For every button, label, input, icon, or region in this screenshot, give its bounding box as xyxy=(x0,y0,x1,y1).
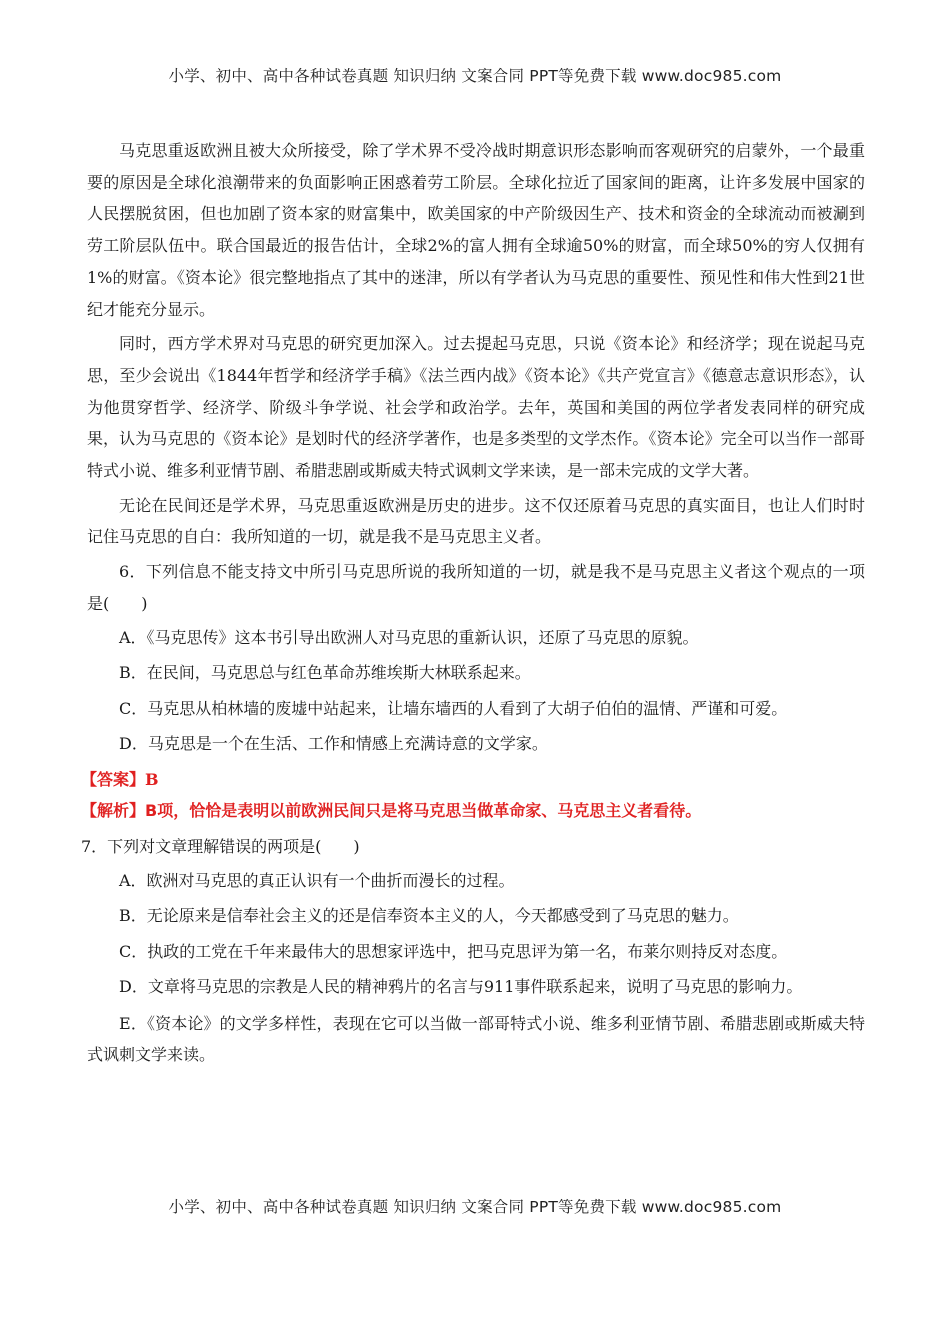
q7-option-d: D．文章将马克思的宗教是人民的精神鸦片的名言与911事件联系起来，说明了马克思的影响力。 xyxy=(119,977,803,997)
paragraph-1: 马克思重返欧洲且被大众所接受，除了学术界不受冷战时期意识形态影响而客观研究的启蒙外，一个最重要的原因是全球化浪潮带来的负面影响正困惑着劳工阶层。全球化拉近了国家间的距离，让许多发展中国家的人民摆脱贫困，但也加剧了资本家的财富集中，欧美国家的中产阶级因生产、技术和资金的全球流动而被涮到劳工阶层队伍中。联合国最近的报告估计，全球2%的富人拥有全球逾50%的财富，而全球50%的穷人仅拥有1%的财富。《资本论》很完整地指点了其中的迷津，所以有学者认为马克思的重要性、预见性和伟大性到21世纪才能充分显示。 xyxy=(87,141,865,319)
q7-option-c: C．执政的工党在千年来最伟大的思想家评选中，把马克思评为第一名，布莱尔则持反对态度。 xyxy=(119,941,788,961)
article-body xyxy=(81,135,865,1071)
q6-option-c: C．马克思从柏林墙的废墟中站起来，让墙东墙西的人看到了大胡子伯伯的温情、严谨和可爱。 xyxy=(119,698,788,718)
q6-option-a: A．《马克思传》这本书引导出欧洲人对马克思的重新认识，还原了马克思的原貌。 xyxy=(119,627,699,647)
q6-analysis xyxy=(81,795,865,827)
footer-banner: 小学、初中、高中各种试卷真题 知识归纳 文案合同 PPT等免费下载 www.doc985.com xyxy=(168,1198,782,1216)
q6-option-d: D．马克思是一个在生活、工作和情感上充满诗意的文学家。 xyxy=(119,734,548,754)
analysis-label: 【解析】 xyxy=(81,801,146,821)
question-6-stem: 6．下列信息不能支持文中所引马克思所说的我所知道的一切，就是我不是马克思主义者这个观点的一项是( ) xyxy=(87,562,865,613)
analysis-value: B项，恰恰是表明以前欧洲民间只是将马克思当做革命家、马克思主义者看待。 xyxy=(145,801,702,821)
q7-option-e: E．《资本论》的文学多样性，表现在它可以当做一部哥特式小说、维多利亚情节剧、希腊悲剧或斯威夫特式讽刺文学来读。 xyxy=(87,1013,865,1065)
answer-label: 【答案】 xyxy=(81,769,146,789)
answer-value: B xyxy=(145,769,159,789)
paragraph-3: 无论在民间还是学术界，马克思重返欧洲是历史的进步。这不仅还原着马克思的真实面目，也让人们时时记住马克思的自白：我所知道的一切，就是我不是马克思主义者。 xyxy=(87,495,865,547)
paragraph-2: 同时，西方学术界对马克思的研究更加深入。过去提起马克思，只说《资本论》和经济学；现在说起马克思，至少会说出《1844年哲学和经济学手稿》《法兰西内战》《资本论》《共产党宣言》《德意志意识形态》，认为他贯穿哲学、经济学、阶级斗争学说、社会学和政治学。去年，英国和美国的两位学者发表同样的研究成果，认为马克思的《资本论》是划时代的经济学著作，也是多类型的文学杰作。《资本论》完全可以当作一部哥特式小说、维多利亚情节剧、希腊悲剧或斯威夫特式讽刺文学来读，是一部未完成的文学大著。 xyxy=(87,334,865,481)
question-7-stem: 7．下列对文章理解错误的两项是( ) xyxy=(81,836,360,856)
q6-option-b: B．在民间，马克思总与红色革命苏维埃斯大林联系起来。 xyxy=(119,663,531,683)
q6-answer xyxy=(81,764,865,796)
q7-option-b: B．无论原来是信奉社会主义的还是信奉资本主义的人，今天都感受到了马克思的魅力。 xyxy=(119,906,739,926)
header-banner: 小学、初中、高中各种试卷真题 知识归纳 文案合同 PPT等免费下载 www.doc985.com xyxy=(168,67,782,85)
q7-option-a: A．欧洲对马克思的真正认识有一个曲折而漫长的过程。 xyxy=(119,870,515,890)
